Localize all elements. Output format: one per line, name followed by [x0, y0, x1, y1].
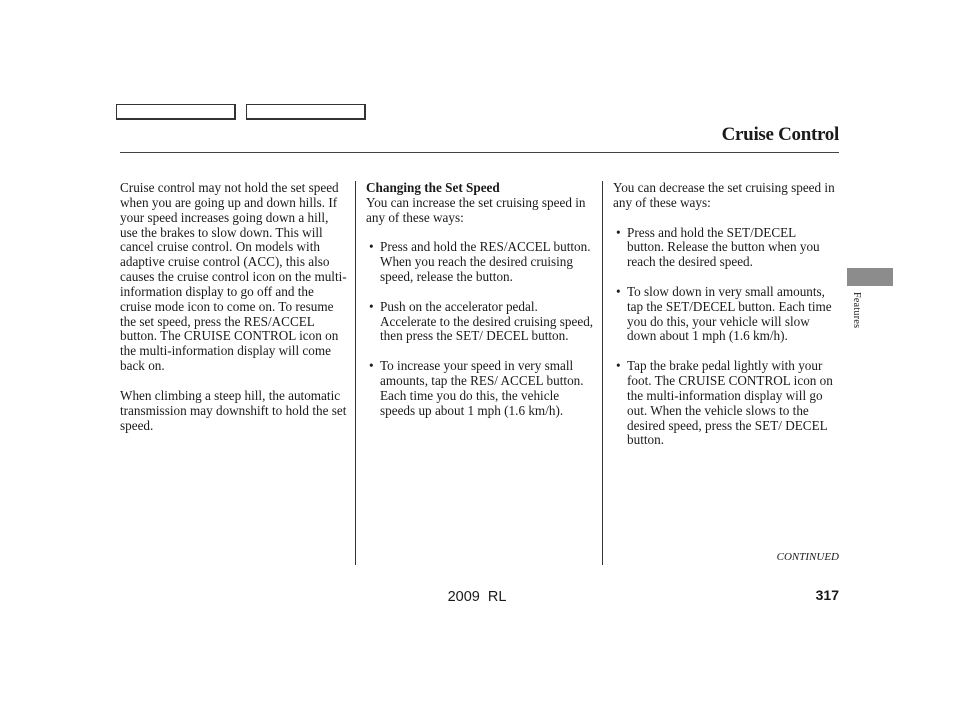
bullet-list	[613, 226, 835, 449]
list-item: • Push on the accelerator pedal. Accelerate to the desired cruising speed, then press the SET/ DECEL button.	[366, 300, 596, 345]
list-item: • Tap the brake pedal lightly with your foot. The CRUISE CONTROL icon on the multi-information display will go out. When the vehicle slows to the desired speed, press the SET/ DECEL button.	[613, 359, 835, 448]
continued-label: CONTINUED	[776, 551, 839, 563]
list-item: • Press and hold the SET/DECEL button. Release the button when you reach the desired speed.	[613, 226, 835, 271]
bullet-list	[366, 240, 596, 418]
column-divider	[355, 181, 356, 565]
list-item: • Press and hold the RES/ACCEL button. When you reach the desired cruising speed, release the button.	[366, 240, 596, 285]
model-label: 2009 RL	[447, 589, 507, 605]
column-right	[613, 181, 835, 463]
section-tab[interactable]	[847, 268, 893, 286]
paragraph: You can decrease the set cruising speed in any of these ways:	[613, 180, 835, 210]
list-item: • To increase your speed in very small amounts, tap the RES/ ACCEL button. Each time you do this, the vehicle speeds up about 1 mph (1.6 km/h).	[366, 359, 596, 418]
paragraph: When climbing a steep hill, the automatic transmission may downshift to hold the set speed.	[120, 387, 347, 433]
title-rule	[120, 152, 839, 153]
page-title: Cruise Control	[721, 124, 839, 145]
paragraph: Cruise control may not hold the set speed when you are going up and down hills. If your speed increases going down a hill, use the brakes to slow down. This will cancel cruise control. On models with adaptive cruise control (ACC), this also causes the cruise control icon on the multi-information display to go off and the cruise mode icon to come on. To resume the set speed, press the RES/ACCEL button. The CRUISE CONTROL icon on the multi-information display will come back on.	[120, 180, 347, 374]
column-divider	[602, 181, 603, 565]
section-heading: Changing the Set Speed	[366, 180, 500, 195]
nav-button-next[interactable]	[246, 104, 366, 120]
nav-button-previous[interactable]	[116, 104, 236, 120]
page-number: 317	[815, 587, 839, 603]
column-middle	[366, 181, 596, 433]
column-left	[120, 181, 348, 448]
list-item: • To slow down in very small amounts, tap the SET/DECEL button. Each time you do this, your vehicle will slow down about 1 mph (1.6 km/h).	[613, 285, 835, 344]
paragraph: You can increase the set cruising speed in any of these ways:	[366, 194, 586, 225]
section-label: Features	[851, 292, 862, 329]
